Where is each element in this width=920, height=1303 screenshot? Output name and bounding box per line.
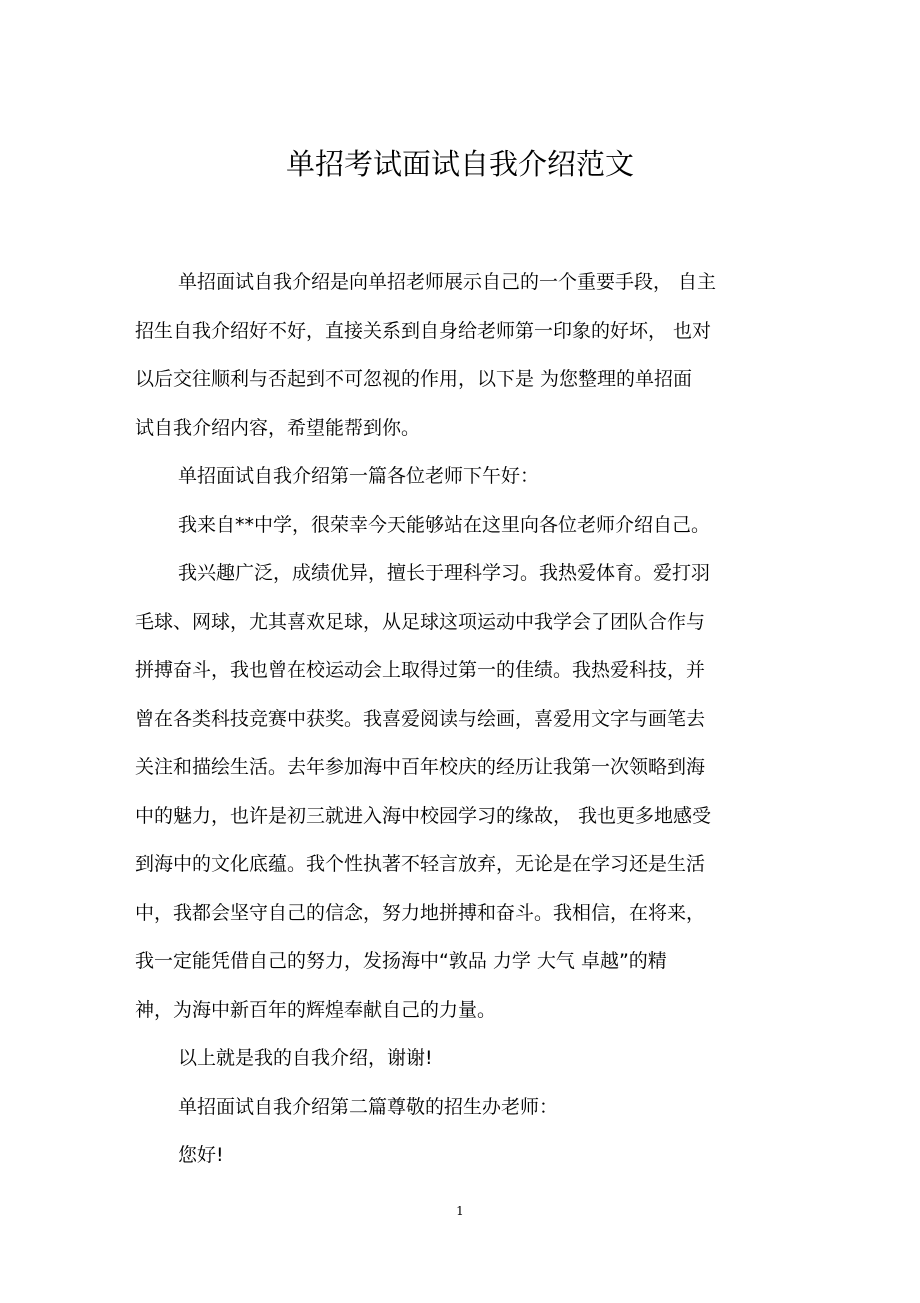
text-line: 毛球、网球，尤其喜欢足球，从足球这项运动中我学会了团队合作与 (135, 610, 706, 633)
paragraph-intro (135, 258, 735, 452)
text-line: 中，我都会坚守自己的信念，努力地拼搏和奋斗。我相信，在将来， (135, 901, 706, 924)
text-line: 我来自**中学，很荣幸今天能够站在这里向各位老师介绍自己。 (178, 513, 711, 536)
text-line: 到海中的文化底蕴。我个性执著不轻言放弃，无论是在学习还是生活 (135, 853, 706, 875)
text-line: 试自我介绍内容，希望能帮到你。 (135, 416, 421, 439)
paragraph-origin (135, 501, 735, 550)
text-line: 以上就是我的自我介绍，谢谢! (178, 1047, 433, 1069)
page-number: 1 (456, 1204, 464, 1218)
paragraph-first-intro-heading (135, 452, 735, 501)
text-line: 单招面试自我介绍是向单招老师展示自己的一个重要手段， 自主 (178, 271, 717, 293)
text-line: 以后交往顺利与否起到不可忽视的作用，以下是 为您整理的单招面 (135, 368, 693, 390)
text-line: 招生自我介绍好不好，直接关系到自身给老师第一印象的好坏， 也对 (135, 319, 712, 342)
text-line: 单招面试自我介绍第二篇尊敬的招生办老师： (178, 1095, 559, 1118)
text-line: 中的魅力，也许是初三就进入海中校园学习的缘故， 我也更多地感受 (135, 804, 712, 827)
text-line: 单招面试自我介绍第一篇各位老师下午好： (178, 465, 540, 487)
document-body (135, 258, 735, 1180)
text-line: 关注和描绘生活。去年参加海中百年校庆的经历让我第一次领略到海 (135, 756, 706, 778)
text-line: 曾在各类科技竞赛中获奖。我喜爱阅读与绘画，喜爱用文字与画笔去 (135, 707, 706, 730)
paragraph-second-intro-heading (135, 1083, 735, 1132)
text-line: 拼搏奋斗，我也曾在校运动会上取得过第一的佳绩。我热爱科技，并 (135, 659, 706, 681)
text-line: 您好! (178, 1144, 224, 1166)
document-title: 单招考试面试自我介绍范文 (285, 147, 634, 181)
paragraph-closing (135, 1034, 735, 1083)
text-line: 我一定能凭借自己的努力，发扬海中“敦品 力学 大气 卓越”的精 (135, 950, 667, 972)
text-line: 我兴趣广泛，成绩优异，擅长于理科学习。我热爱体育。爱打羽 (178, 562, 711, 584)
paragraph-greeting (135, 1131, 735, 1180)
paragraph-interests (135, 549, 735, 1034)
text-line: 神，为海中新百年的辉煌奉献自己的力量。 (135, 998, 497, 1021)
